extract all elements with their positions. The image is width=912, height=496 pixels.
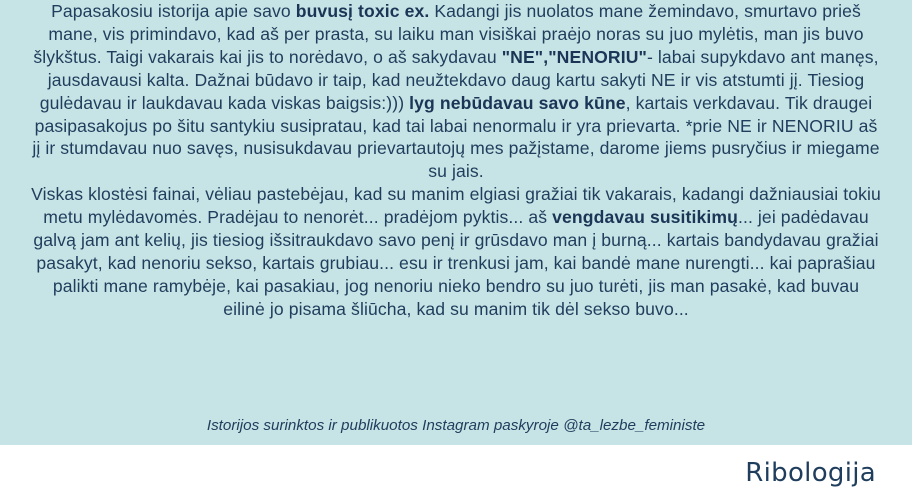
brand-logo: Ribologija [745,458,876,488]
story-text-p2-c: ... jei padėdavau galvą jam ant kelių, jis tiesiog išsitraukdavo savo penį ir grūsdavo man į burną... kartais bandydavau gražiai pasakyt, kad nenoriu sekso, kartais grubiau... esu ir trenkusi jam, kai bandė mane nurengti... kai paprašiau palikti mane ramybėje, kai pasakiau, jog nenoriu nieko bendro su juo turėti, jis man pasakė, kad buvau eilinė jo pisama šliūcha, kad su manim tik dėl sekso buvo... [33,207,879,319]
story-text-p1-c: Kadangi jis nuolatos mane žemindavo, smurtavo prieš mane, vis primindavo, kad aš per prasta, su laiku man visiškai praėjo noras su juo mylėtis, man jis buvo šlykštus. Taigi vakarais kai jis to norėdavo, o aš sakydavau [33,1,864,67]
story-emphasis-lyg-nebudavau: lyg nebūdavau savo kūne [409,92,626,113]
story-text-p1-g: , kartais verkdavau. Tik draugei pasipasakojus po šitu santykiu susipratau, kad tai labai nenormalu ir yra prievarta. *prie NE ir NENORIU aš jį ir stumdavau nuo savęs, nusisukdavau prievartautojų mes pažįstame, darome jiems pusryčius ir miegame su jais. [32,92,880,182]
story-text-p1-e: - labai supykdavo ant manęs, jausdavausi kalta. Dažnai būdavo ir taip, kad neužtekdavo daug kartu sakyti NE ir vis atstumti jį. Tiesiog gulėdavau ir laukdavau kada viskas baigsis:))) [39,46,879,113]
story-emphasis-toxic-ex: buvusį toxic ex. [295,1,430,21]
story-emphasis-vengdavau: vengdavau susitikimų [552,207,738,228]
story-emphasis-ne-nenoriu: "NE","NENORIU" [501,46,647,67]
story-text-p2-a: Viskas klostėsi fainai, vėliau pastebėjau, kad su manim elgiasi gražiai tik vakarais, kadangi dažniausiai tokiu metu mylėdavomės. Pradėjau to nenorėt... pradėjom pyktis... aš [31,184,881,228]
source-credit: Istorijos surinktos ir publikuotos Instagram paskyroje @ta_lezbe_feministe [206,417,706,434]
story-text [30,0,882,321]
story-text-p1-a: Papasakosiu istorija apie savo [51,1,296,21]
